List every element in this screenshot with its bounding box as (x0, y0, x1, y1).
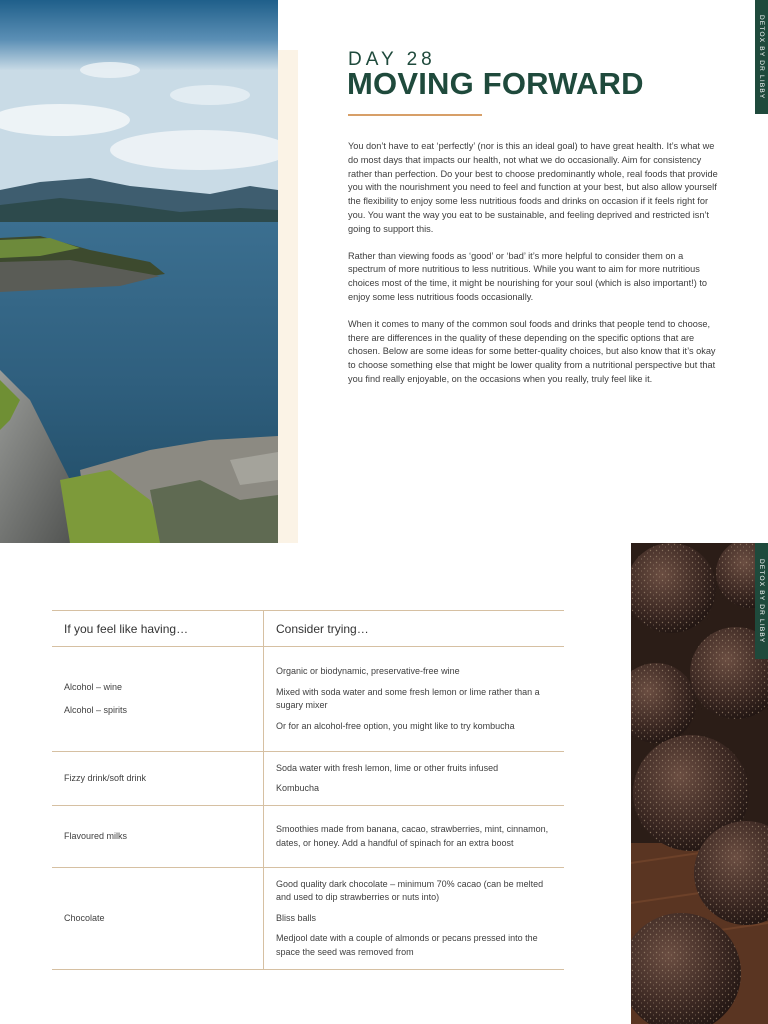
side-tab-bottom-label: DETOX BY DR LIBBY (758, 558, 765, 644)
cell-text: Kombucha (276, 783, 320, 793)
side-tab-bottom (755, 543, 768, 659)
table-header-cell (52, 611, 264, 646)
cream-accent-strip (278, 50, 298, 543)
table-cell (264, 806, 564, 867)
header-if-you-feel-like: If you feel like having… (64, 621, 189, 636)
bliss-balls-photo (631, 543, 768, 1024)
table-header-cell (264, 611, 564, 646)
cell-text: Fizzy drink/soft drink (64, 772, 147, 783)
table-cell (264, 647, 564, 751)
cell-text: Soda water with fresh lemon, lime or other fruits infused (276, 762, 499, 773)
cell-text: Organic or biodynamic, preservative-free wine (276, 666, 460, 676)
day-label: DAY 28 (348, 49, 436, 70)
table-row (52, 751, 564, 805)
table-row (52, 867, 564, 970)
header-consider-trying: Consider trying… (276, 621, 369, 636)
cell-text: Smoothies made from banana, cacao, strawberries, mint, cinnamon, dates, or honey. Add a handful of spinach for an extra boost (276, 824, 549, 848)
page-title: MOVING FORWARD (347, 66, 644, 101)
table-cell (52, 806, 264, 867)
intro-text (348, 140, 720, 400)
cell-text: Chocolate (64, 912, 105, 923)
paragraph: Rather than viewing foods as ‘good’ or ‘bad’ it’s more helpful to consider them on a spectrum of more nutritious to less nutritious. While you want to aim for more nutritious choices most of the time, it might be nourishing for your soul (which is also important!) to enjoy some less nutritious foods occasionally. (348, 250, 707, 302)
table-header-row (52, 610, 564, 646)
landscape-photo (0, 0, 278, 543)
cell-text: Flavoured milks (64, 830, 128, 841)
side-tab-top (755, 0, 768, 114)
cell-text: Mixed with soda water and some fresh lemon or lime rather than a sugary mixer (276, 686, 540, 710)
paragraph: When it comes to many of the common soul foods and drinks that people tend to choose, there are differences in the quality of these depending on the specific options that are chosen. Below are some ideas for some better-quality choices, but also know that it’s okay to choose something else that might be lower quality from a nutritional perspective but that you find really enjoyable, on the occasions when you really, truly feel like it. (348, 318, 716, 384)
table-row (52, 805, 564, 867)
table-cell (52, 647, 264, 751)
cell-text: Alcohol – wine (64, 682, 123, 692)
side-tab-top-label: DETOX BY DR LIBBY (758, 14, 765, 100)
table-cell (264, 868, 564, 969)
cell-text: Alcohol – spirits (64, 704, 128, 715)
paragraph: You don’t have to eat ‘perfectly’ (nor is this an ideal goal) to have great health. It’s what we do most days that impacts our health, not what we do occasionally. Aim for consistency rather than perfection. Do your best to choose predominantly whole, real foods that provide you with the nourishment you need to feel and function at your best, but also allow yourself the flexibility to enjoy some less nutritious foods and drinks on occasion if it feels right for you. You want the way you eat to be sustainable, and feeling deprived and restricted isn’t going to support this. (348, 141, 718, 234)
cell-text: Good quality dark chocolate – minimum 70% cacao (can be melted and used to dip strawberries or nuts into) (276, 878, 544, 903)
table-row (52, 646, 564, 751)
cell-text: Or for an alcohol-free option, you might like to try kombucha (276, 720, 515, 731)
cell-text: Medjool date with a couple of almonds or pecans pressed into the space the seed was removed from (276, 933, 538, 957)
table-cell (264, 752, 564, 805)
title-underline (348, 114, 482, 116)
cell-text: Bliss balls (276, 912, 317, 923)
swap-table (52, 610, 564, 970)
table-cell (52, 868, 264, 969)
table-cell (52, 752, 264, 805)
